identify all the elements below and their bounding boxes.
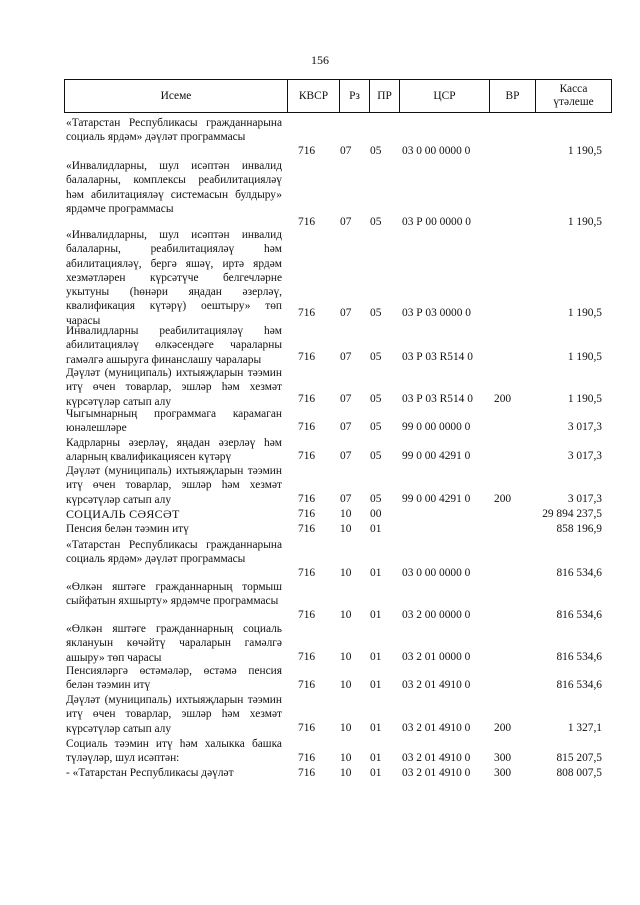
row-rz: 07 (340, 450, 352, 462)
header-kassa-line2: үтәлеше (553, 96, 594, 108)
row-rz: 07 (340, 216, 352, 228)
row-rz: 10 (340, 722, 352, 734)
row-name: Кадрларны әзерләү, яңадан әзерләү һәм аларның квалификациясен күтәрү (66, 437, 282, 464)
row-name: «Инвалидларны, шул исәптән инвалид балаларны, комплексы реабилитацияләү һәм абилитацияләү системасын булдыру» ярдәмче программасы (66, 160, 282, 215)
row-pr: 01 (370, 567, 382, 579)
table-row (0, 766, 640, 781)
row-pr: 05 (370, 145, 382, 157)
row-csr: 03 Р 03 0000 0 (402, 307, 471, 319)
table-row (0, 116, 640, 158)
row-csr: 03 2 01 0000 0 (402, 651, 471, 663)
row-csr: 03 2 01 4910 0 (402, 679, 471, 691)
row-name: Дәүләт (муниципаль) ихтыяҗларын тәэмин итү өчен товарлар, эшләр һәм хезмәт күрсәтүләр сатып алу (66, 465, 282, 506)
header-vr: ВР (489, 80, 535, 112)
row-kassa: 3 017,3 (567, 450, 602, 462)
table-row-section (0, 507, 640, 522)
row-vr: 200 (494, 722, 512, 734)
row-csr: 03 0 00 0000 0 (402, 567, 471, 579)
row-name: Инвалидларны реабилитацияләү һәм абилитацияләү өлкәсендәге чараларны гамәлгә ашыруга финанслашу чаралары (66, 325, 282, 366)
row-rz: 07 (340, 351, 352, 363)
row-vr: 200 (494, 393, 512, 405)
row-pr: 05 (370, 421, 382, 433)
row-pr: 01 (370, 651, 382, 663)
row-name: «Өлкән яштәге гражданнарның социаль яклануын көчәйтү чараларын гамәлгә ашыру» төп чарасы (66, 623, 282, 664)
row-pr: 01 (370, 609, 382, 621)
row-rz: 07 (340, 421, 352, 433)
row-kvsr: 716 (298, 679, 316, 691)
row-pr: 05 (370, 393, 382, 405)
row-kvsr: 716 (298, 216, 316, 228)
row-kvsr: 716 (298, 393, 316, 405)
row-rz: 07 (340, 393, 352, 405)
row-name: «Татарстан Республикасы гражданнарына социаль ярдәм» дәүләт программасы (66, 539, 282, 566)
row-csr: 03 Р 03 R514 0 (402, 351, 473, 363)
table-row (0, 436, 640, 466)
row-pr: 00 (370, 508, 382, 520)
row-pr: 05 (370, 493, 382, 505)
row-vr: 300 (494, 752, 512, 764)
row-kassa: 1 190,5 (567, 145, 602, 157)
table-row (0, 366, 640, 408)
row-kassa: 816 534,6 (556, 567, 602, 579)
row-vr: 200 (494, 493, 512, 505)
row-csr: 03 2 01 4910 0 (402, 752, 471, 764)
row-kassa: 816 534,6 (556, 679, 602, 691)
row-kvsr: 716 (298, 493, 316, 505)
row-name: «Өлкән яштәге гражданнарның тормыш сыйфатын яхшырту» ярдәмче программасы (66, 581, 282, 608)
row-name: «Инвалидларны, шул исәптән инвалид балаларны, реабилитацияләү һәм абилитацияләү, бергә яшәү, иртә ярдәм хезмәтләрен күрсәтүче белгечләрне укытуны (һөнәри яңадан әзерләү, квалификация күтәрү) оештыру» төп чарасы (66, 229, 282, 327)
row-csr: 03 0 00 0000 0 (402, 145, 471, 157)
table-row (0, 693, 640, 737)
row-name: Дәүләт (муниципаль) ихтыяҗларын тәэмин итү өчен товарлар, эшләр һәм хезмәт күрсәтүләр сатып алу (66, 367, 282, 408)
header-rz: Рз (339, 80, 369, 112)
row-kassa: 1 190,5 (567, 307, 602, 319)
row-kvsr: 716 (298, 651, 316, 663)
row-pr: 05 (370, 351, 382, 363)
row-kassa: 1 190,5 (567, 393, 602, 405)
row-name: Социаль тәэмин итү һәм халыкка башка түләүләр, шул исәптән: (66, 738, 282, 765)
row-pr: 05 (370, 307, 382, 319)
row-pr: 05 (370, 216, 382, 228)
row-kvsr: 716 (298, 508, 316, 520)
table-row (0, 228, 640, 327)
row-csr: 99 0 00 0000 0 (402, 421, 471, 433)
table-row (0, 664, 640, 694)
row-kvsr: 716 (298, 307, 316, 319)
row-name: - «Татарстан Республикасы дәүләт (66, 767, 234, 779)
table-row (0, 580, 640, 622)
row-pr: 01 (370, 767, 382, 779)
row-kassa: 815 207,5 (556, 752, 602, 764)
table-row (0, 622, 640, 664)
row-name: СОЦИАЛЬ СӘЯСӘТ (66, 507, 180, 521)
row-rz: 07 (340, 307, 352, 319)
row-kvsr: 716 (298, 450, 316, 462)
row-pr: 01 (370, 679, 382, 691)
row-kvsr: 716 (298, 752, 316, 764)
row-kassa: 1 190,5 (567, 216, 602, 228)
header-kvsr: КВСР (287, 80, 339, 112)
row-name: Пенсия белән тәэмин итү (66, 523, 189, 535)
row-rz: 10 (340, 523, 352, 535)
row-kassa: 1 190,5 (567, 351, 602, 363)
table-row (0, 159, 640, 229)
row-pr: 01 (370, 523, 382, 535)
row-name: Дәүләт (муниципаль) ихтыяҗларын тәэмин итү өчен товарлар, эшләр һәм хезмәт күрсәтүләр сатып алу (66, 694, 282, 735)
row-rz: 07 (340, 493, 352, 505)
header-name: Исеме (160, 89, 192, 102)
table-row (0, 324, 640, 366)
row-kassa: 816 534,6 (556, 651, 602, 663)
row-csr: 03 2 01 4910 0 (402, 722, 471, 734)
header-kassa-line1: Касса (559, 83, 588, 95)
row-kvsr: 716 (298, 421, 316, 433)
row-kvsr: 716 (298, 351, 316, 363)
row-kassa: 3 017,3 (567, 493, 602, 505)
row-name: «Татарстан Республикасы гражданнарына социаль ярдәм» дәүләт программасы (66, 117, 282, 144)
row-csr: 03 Р 00 0000 0 (402, 216, 471, 228)
row-kvsr: 716 (298, 609, 316, 621)
row-kvsr: 716 (298, 145, 316, 157)
row-rz: 10 (340, 609, 352, 621)
row-kassa: 3 017,3 (567, 421, 602, 433)
row-csr: 03 2 00 0000 0 (402, 609, 471, 621)
table-row (0, 538, 640, 580)
row-kassa: 29 894 237,5 (542, 508, 602, 520)
row-kassa: 816 534,6 (556, 609, 602, 621)
row-rz: 07 (340, 145, 352, 157)
row-name: Чыгымнарның программага карамаган юнәлешләре (66, 408, 282, 435)
table-row (0, 407, 640, 437)
row-kassa: 858 196,9 (556, 523, 602, 535)
row-rz: 10 (340, 752, 352, 764)
table-row (0, 737, 640, 767)
row-pr: 01 (370, 722, 382, 734)
table-row (0, 522, 640, 537)
header-pr: ПР (369, 80, 399, 112)
row-csr: 99 0 00 4291 0 (402, 493, 471, 505)
row-kvsr: 716 (298, 767, 316, 779)
row-csr: 03 2 01 4910 0 (402, 767, 471, 779)
row-rz: 10 (340, 767, 352, 779)
page-number: 156 (311, 53, 329, 67)
row-csr: 03 Р 03 R514 0 (402, 393, 473, 405)
row-name: Пенсияләргә өстәмәләр, өстәмә пенсия белән тәэмин итү (66, 665, 282, 692)
row-kvsr: 716 (298, 567, 316, 579)
row-kvsr: 716 (298, 523, 316, 535)
row-kvsr: 716 (298, 722, 316, 734)
table-row (0, 464, 640, 506)
row-kassa: 808 007,5 (556, 767, 602, 779)
row-rz: 10 (340, 508, 352, 520)
row-kassa: 1 327,1 (567, 722, 602, 734)
row-rz: 10 (340, 567, 352, 579)
row-rz: 10 (340, 679, 352, 691)
row-vr: 300 (494, 767, 512, 779)
row-rz: 10 (340, 651, 352, 663)
header-csr: ЦСР (399, 80, 489, 112)
row-pr: 01 (370, 752, 382, 764)
row-csr: 99 0 00 4291 0 (402, 450, 471, 462)
row-pr: 05 (370, 450, 382, 462)
